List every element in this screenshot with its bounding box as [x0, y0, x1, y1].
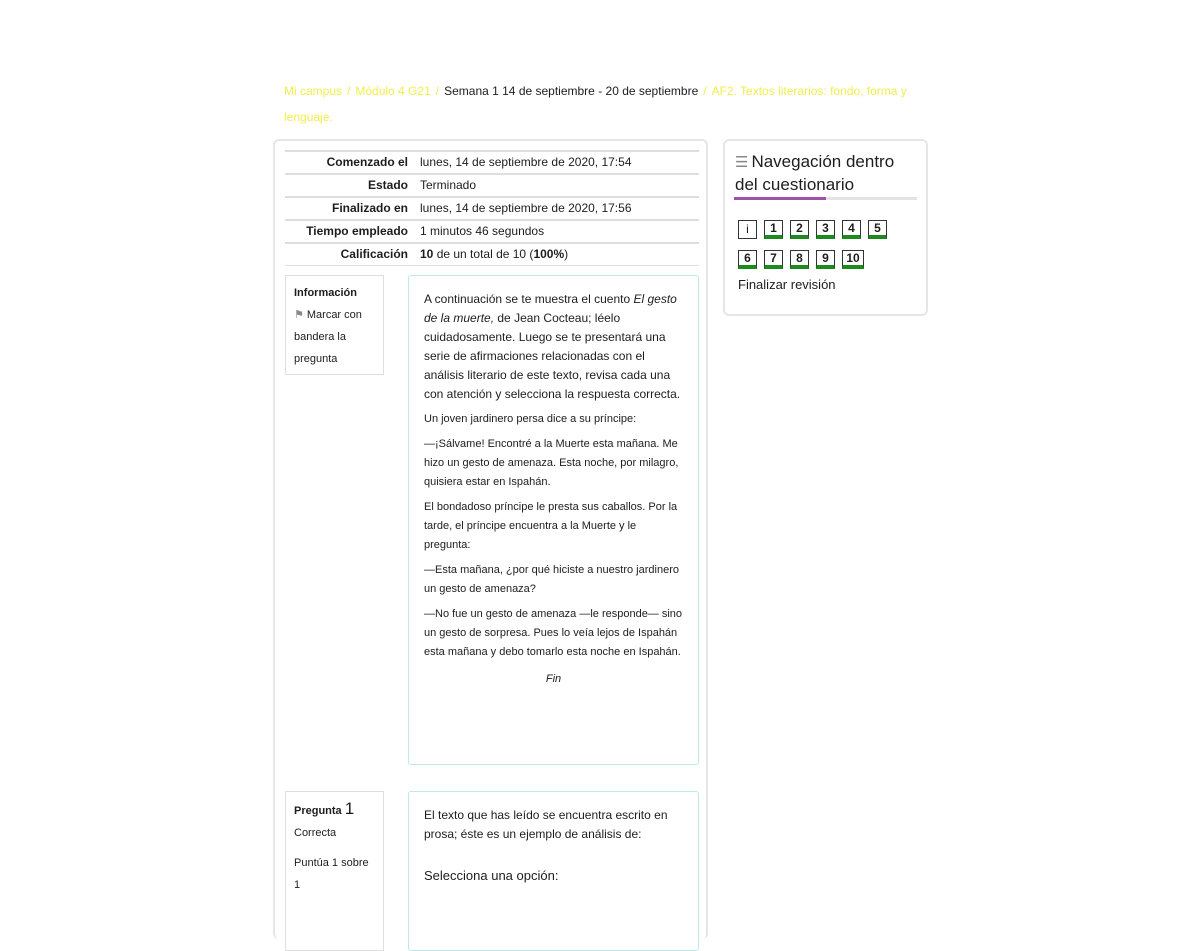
breadcrumb-separator: /	[703, 84, 707, 98]
info-content	[408, 275, 699, 765]
breadcrumb-item-mi-campus[interactable]: Mi campus	[284, 84, 343, 98]
nav-title-underline-accent	[734, 197, 826, 200]
grade-percent: 100%	[533, 247, 565, 261]
breadcrumb	[284, 78, 924, 130]
summary-value: 1 minutos 46 segundos	[420, 224, 545, 238]
info-intro	[424, 290, 683, 404]
question-text: El texto que has leído se encuentra escrito en prosa; éste es un ejemplo de análisis de:	[424, 808, 668, 841]
question-status: Correcta	[294, 827, 337, 839]
grade-score: 10	[420, 247, 434, 261]
story-paragraph: —¡Sálvame! Encontré a la Muerte esta mañana. Me hizo un gesto de amenaza. Esta noche, por milagro, quisiera estar en Ispahán.	[424, 438, 679, 488]
story-paragraph: Un joven jardinero persa dice a su príncipe:	[424, 413, 637, 425]
summary-value: lunes, 14 de septiembre de 2020, 17:54	[420, 155, 632, 169]
summary-label: Calificación	[340, 247, 408, 261]
nav-button-question-9[interactable]: 9	[816, 250, 835, 269]
intro-text-after: de Jean Cocteau; léelo cuidadosamente. Luego se te presentará una serie de afirmaciones relacionadas con el análisis literario de este texto, revisa cada una con atención y selecciona la respuesta correcta.	[424, 311, 681, 401]
grade-close: )	[564, 247, 569, 261]
finish-review-link[interactable]: Finalizar revisión	[738, 277, 836, 292]
flag-label[interactable]: Marcar con bandera la pregunta	[294, 309, 362, 365]
story-title: El gesto de la muerte,	[424, 292, 677, 325]
flag-question-link[interactable]	[294, 304, 375, 370]
breadcrumb-separator: /	[347, 84, 351, 98]
summary-row	[285, 220, 699, 243]
breadcrumb-separator: /	[435, 84, 440, 98]
quiz-review-panel	[273, 139, 708, 939]
quiz-navigation-heading: Navegación dentro del cuestionario	[735, 152, 895, 194]
nav-button-question-10[interactable]: 10	[842, 250, 864, 269]
summary-row	[285, 197, 699, 220]
summary-grade-value	[414, 243, 699, 266]
breadcrumb-item-semana: Semana 1 14 de septiembre - 20 de septiembre	[444, 84, 699, 98]
summary-row	[285, 174, 699, 197]
nav-title-underline	[734, 197, 917, 200]
info-block-sidebar	[285, 275, 384, 375]
question-heading	[294, 798, 375, 822]
summary-label: Comenzado el	[326, 155, 408, 169]
nav-button-question-2[interactable]: 2	[790, 220, 809, 239]
question-label: Pregunta	[294, 805, 342, 817]
summary-value: lunes, 14 de septiembre de 2020, 17:56	[420, 201, 632, 215]
breadcrumb-item-modulo[interactable]: Módulo 4 G21	[355, 84, 431, 98]
info-title: Información	[294, 287, 357, 299]
nav-button-question-3[interactable]: 3	[816, 220, 835, 239]
grade-total: de un total de 10 (	[433, 247, 534, 261]
quiz-navigation-title	[735, 151, 920, 196]
summary-label: Finalizado en	[331, 201, 408, 215]
nav-button-question-6[interactable]: 6	[738, 250, 757, 269]
story-paragraph: —Esta mañana, ¿por qué hiciste a nuestro jardinero un gesto de amenaza?	[424, 564, 679, 595]
nav-button-question-7[interactable]: 7	[764, 250, 783, 269]
nav-button-question-5[interactable]: 5	[868, 220, 887, 239]
question-score: Puntúa 1 sobre 1	[294, 857, 369, 891]
flag-icon[interactable]: ⚑	[294, 309, 304, 321]
nav-button-info[interactable]: i	[738, 220, 757, 239]
question-number: 1	[344, 799, 355, 818]
quiz-navigation-block	[723, 139, 928, 316]
nav-button-question-8[interactable]: 8	[790, 250, 809, 269]
summary-label: Tiempo empleado	[306, 224, 408, 238]
breadcrumb-item-activity[interactable]: AF2. Textos literarios: fondo, forma y lenguaje.	[284, 84, 907, 124]
summary-label: Estado	[367, 178, 408, 192]
summary-row-grade	[285, 243, 699, 266]
attempt-summary-table	[285, 150, 699, 266]
story-paragraph: —No fue un gesto de amenaza —le responde— sino un gesto de sorpresa. Pues lo veía lejos de Ispahán esta mañana y debo tomarlo esta noche en Ispahán.	[424, 608, 683, 658]
menu-icon: ☰	[735, 154, 749, 171]
story-end: Fin	[545, 673, 562, 685]
nav-button-question-1[interactable]: 1	[764, 220, 783, 239]
intro-text-before: A continuación se te muestra el cuento	[424, 292, 634, 306]
nav-button-question-4[interactable]: 4	[842, 220, 861, 239]
question-prompt: Selecciona una opción:	[424, 868, 559, 883]
summary-row	[285, 151, 699, 174]
question-content	[408, 791, 699, 951]
summary-value: Terminado	[420, 178, 477, 192]
story-paragraph: El bondadoso príncipe le presta sus caballos. Por la tarde, el príncipe encuentra a la Muerte y le pregunta:	[424, 501, 678, 551]
question-info-sidebar	[285, 791, 384, 951]
